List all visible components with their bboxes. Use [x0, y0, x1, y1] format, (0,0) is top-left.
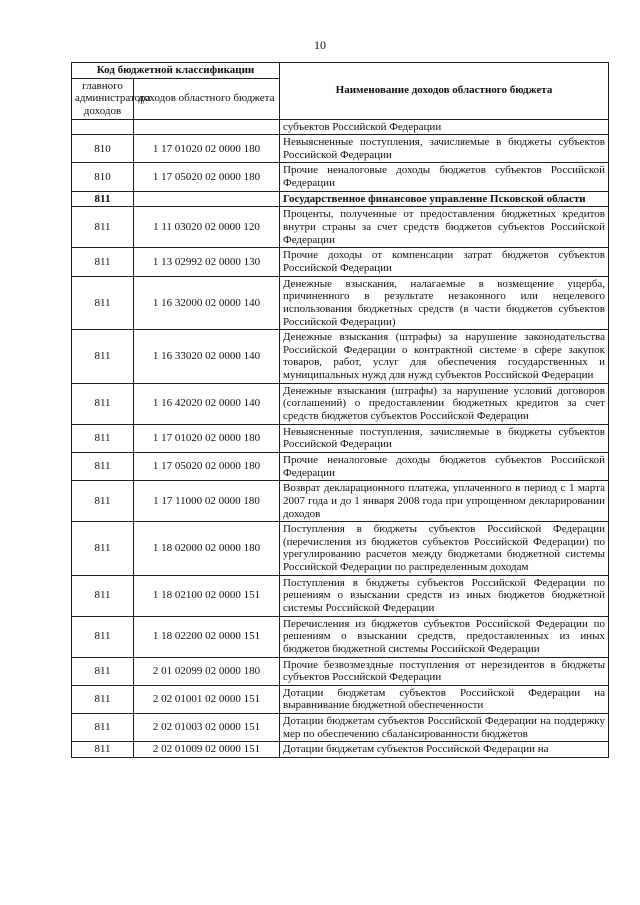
income-name-cell: Государственное финансовое управление Псковской области — [280, 191, 609, 207]
admin-code-cell: 811 — [72, 276, 134, 330]
table-row — [72, 452, 609, 480]
table-row — [72, 119, 609, 135]
table-row — [72, 616, 609, 657]
admin-code-cell: 811 — [72, 657, 134, 685]
table-row — [72, 248, 609, 276]
table-body — [72, 119, 609, 757]
table-row — [72, 330, 609, 384]
income-name-cell: Проценты, полученные от предоставления бюджетных кредитов внутри страны за счет средств бюджетов субъектов Российской Федерации — [280, 207, 609, 248]
admin-code-cell: 811 — [72, 522, 134, 576]
admin-code-cell: 811 — [72, 248, 134, 276]
table-row — [72, 522, 609, 576]
admin-code-cell: 810 — [72, 163, 134, 191]
table-row — [72, 742, 609, 758]
income-code-cell: 1 16 32000 02 0000 140 — [134, 276, 280, 330]
header-classification-code: Код бюджетной классификации — [72, 63, 280, 79]
admin-code-cell — [72, 119, 134, 135]
table-row — [72, 135, 609, 163]
income-code-cell: 1 17 05020 02 0000 180 — [134, 163, 280, 191]
income-code-cell — [134, 119, 280, 135]
income-name-cell: Возврат декларационного платежа, уплаченного в период с 1 марта 2007 года и до 1 января 2008 года при упрощенном декларировании доходов — [280, 481, 609, 522]
income-name-cell: Прочие безвозмездные поступления от нерезидентов в бюджеты субъектов Российской Федерации — [280, 657, 609, 685]
income-code-cell: 1 16 42020 02 0000 140 — [134, 383, 280, 424]
admin-code-cell: 811 — [72, 330, 134, 384]
income-code-cell: 1 17 05020 02 0000 180 — [134, 452, 280, 480]
income-code-cell: 1 17 11000 02 0000 180 — [134, 481, 280, 522]
table-row — [72, 424, 609, 452]
table-row — [72, 191, 609, 207]
table-row — [72, 575, 609, 616]
admin-code-cell: 811 — [72, 714, 134, 742]
income-name-cell: Невыясненные поступления, зачисляемые в бюджеты субъектов Российской Федерации — [280, 135, 609, 163]
income-code-cell: 1 18 02000 02 0000 180 — [134, 522, 280, 576]
income-name-cell: субъектов Российской Федерации — [280, 119, 609, 135]
table-row — [72, 481, 609, 522]
table-row — [72, 685, 609, 713]
admin-code-cell: 810 — [72, 135, 134, 163]
income-code-cell: 2 02 01009 02 0000 151 — [134, 742, 280, 758]
admin-code-cell: 811 — [72, 424, 134, 452]
income-code-cell: 1 16 33020 02 0000 140 — [134, 330, 280, 384]
income-name-cell: Денежные взыскания (штрафы) за нарушение законодательства Российской Федерации о контрактной системе в сфере закупок товаров, работ, услуг для обеспечения государственных и муниципальных нужд для нужд субъектов Российской Федерации — [280, 330, 609, 384]
income-name-cell: Прочие неналоговые доходы бюджетов субъектов Российской Федерации — [280, 452, 609, 480]
admin-code-cell: 811 — [72, 191, 134, 207]
income-name-cell: Денежные взыскания (штрафы) за нарушение условий договоров (соглашений) о предоставлении бюджетных кредитов за счет средств бюджетов субъектов Российской Федерации — [280, 383, 609, 424]
income-name-cell: Прочие доходы от компенсации затрат бюджетов субъектов Российской Федерации — [280, 248, 609, 276]
budget-classification-table — [71, 62, 609, 758]
income-code-cell: 1 17 01020 02 0000 180 — [134, 424, 280, 452]
header-income-code: доходов областного бюджета — [134, 78, 280, 119]
header-income-name: Наименование доходов областного бюджета — [280, 63, 609, 120]
income-code-cell: 1 18 02100 02 0000 151 — [134, 575, 280, 616]
income-code-cell: 2 02 01001 02 0000 151 — [134, 685, 280, 713]
admin-code-cell: 811 — [72, 452, 134, 480]
income-name-cell: Денежные взыскания, налагаемые в возмещение ущерба, причиненного в результате незаконного или нецелевого использования бюджетных средств (в части бюджетов субъектов Российской Федерации) — [280, 276, 609, 330]
table-row — [72, 657, 609, 685]
admin-code-cell: 811 — [72, 742, 134, 758]
income-code-cell: 2 02 01003 02 0000 151 — [134, 714, 280, 742]
admin-code-cell: 811 — [72, 383, 134, 424]
income-name-cell: Дотации бюджетам субъектов Российской Федерации на — [280, 742, 609, 758]
admin-code-cell: 811 — [72, 481, 134, 522]
income-code-cell: 2 01 02099 02 0000 180 — [134, 657, 280, 685]
income-name-cell: Перечисления из бюджетов субъектов Российской Федерации по решениям о взыскании средств, предоставленных из иных бюджетов бюджетной системы Российской Федерации — [280, 616, 609, 657]
income-code-cell: 1 17 01020 02 0000 180 — [134, 135, 280, 163]
income-code-cell: 1 13 02992 02 0000 130 — [134, 248, 280, 276]
header-admin: главного администратора доходов — [72, 78, 134, 119]
income-name-cell: Поступления в бюджеты субъектов Российской Федерации по решениям о взыскании средств из иных бюджетов бюджетной системы Российской Федерации — [280, 575, 609, 616]
table-row — [72, 714, 609, 742]
table-row — [72, 276, 609, 330]
table-row — [72, 163, 609, 191]
income-name-cell: Дотации бюджетам субъектов Российской Федерации на выравнивание бюджетной обеспеченности — [280, 685, 609, 713]
table-header — [72, 63, 609, 120]
income-name-cell: Поступления в бюджеты субъектов Российской Федерации (перечисления из бюджетов субъектов Российской Федерации) по урегулированию расчетов между бюджетами бюджетной системы Российской Федерации по распределенным доходам — [280, 522, 609, 576]
page-number: 10 — [314, 38, 326, 52]
admin-code-cell: 811 — [72, 685, 134, 713]
income-name-cell: Невыясненные поступления, зачисляемые в бюджеты субъектов Российской Федерации — [280, 424, 609, 452]
income-code-cell — [134, 191, 280, 207]
income-name-cell: Дотации бюджетам субъектов Российской Федерации на поддержку мер по обеспечению сбалансированности бюджетов — [280, 714, 609, 742]
admin-code-cell: 811 — [72, 575, 134, 616]
admin-code-cell: 811 — [72, 207, 134, 248]
income-name-cell: Прочие неналоговые доходы бюджетов субъектов Российской Федерации — [280, 163, 609, 191]
income-code-cell: 1 18 02200 02 0000 151 — [134, 616, 280, 657]
income-code-cell: 1 11 03020 02 0000 120 — [134, 207, 280, 248]
table-row — [72, 383, 609, 424]
admin-code-cell: 811 — [72, 616, 134, 657]
table-row — [72, 207, 609, 248]
